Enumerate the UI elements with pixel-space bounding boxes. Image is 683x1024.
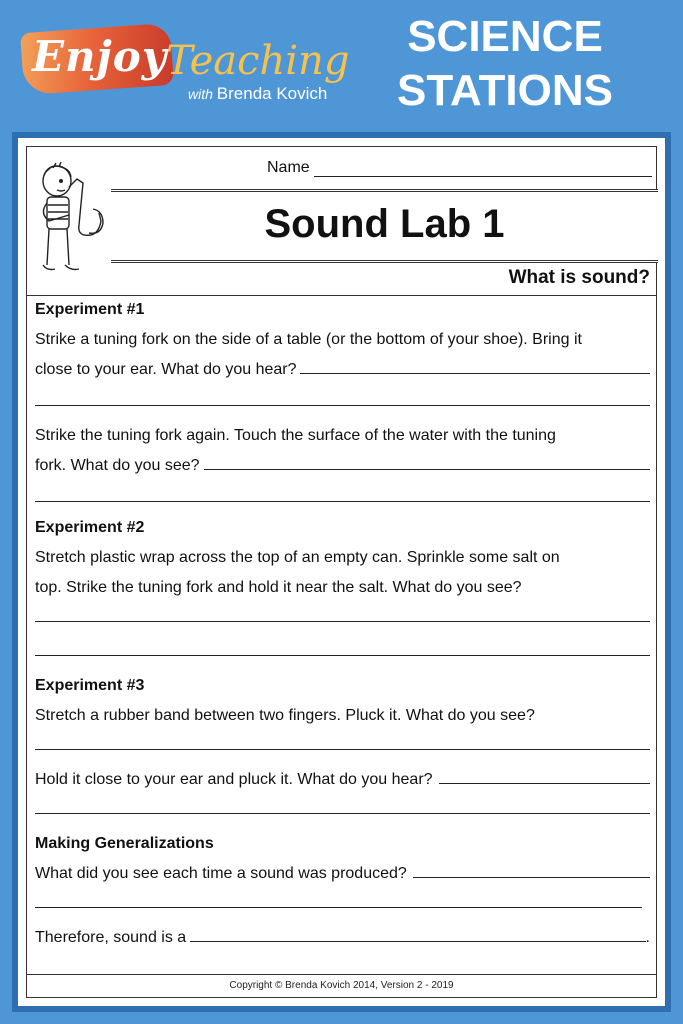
exp1-q1-line2: close to your ear. What do you hear? [35, 361, 297, 378]
exp3-q2-row [35, 765, 650, 795]
gen-q1-answer[interactable] [413, 859, 650, 878]
logo-author: Brenda Kovich [216, 84, 328, 103]
exp1-q2-line1: Strike the tuning fork again. Touch the surface of the water with the tuning [35, 427, 556, 444]
generalizations-heading: Making Generalizations [35, 835, 214, 852]
exp3-q2: Hold it close to your ear and pluck it. What do you hear? [35, 771, 433, 788]
gen-q1-row [35, 859, 650, 889]
worksheet-inner [26, 146, 657, 998]
exp2-q-line1: Stretch plastic wrap across the top of an empty can. Sprinkle some salt on [35, 549, 560, 566]
gen-q2-row [35, 923, 650, 953]
exp1-q2-answer-line[interactable] [35, 501, 650, 502]
exp1-q1-line1: Strike a tuning fork on the side of a table (or the bottom of your shoe). Bring it [35, 331, 582, 348]
exp3-q1: Stretch a rubber band between two fingers. Pluck it. What do you see? [35, 707, 535, 724]
exp1-q1-answer-line[interactable] [35, 405, 650, 406]
exp2-q-line2: top. Strike the tuning fork and hold it near the salt. What do you see? [35, 579, 522, 596]
exp3-q2-answer[interactable] [439, 765, 650, 784]
exp2-answer-line-2[interactable] [35, 655, 650, 656]
experiment-3-heading: Experiment #3 [35, 677, 145, 694]
exp1-q2-answer[interactable] [204, 451, 650, 470]
exp1-q1-answer[interactable] [300, 355, 650, 374]
page-title: Sound Lab 1 [264, 202, 505, 246]
subtitle: What is sound? [508, 267, 650, 288]
gen-q2-end: . [645, 929, 650, 946]
brand-logo [18, 18, 350, 118]
exp1-q1-line2-row [35, 355, 650, 385]
name-row [267, 159, 652, 177]
exp1-q2-line2: fork. What do you see? [35, 457, 200, 474]
exp3-q2-answer-line[interactable] [35, 813, 650, 814]
exp2-answer-line-1[interactable] [35, 621, 650, 622]
name-label: Name [267, 159, 310, 176]
header-title [355, 10, 655, 118]
exp1-q2-line2-row [35, 451, 650, 481]
gen-q1-answer-line[interactable] [35, 907, 642, 908]
logo-byline [188, 84, 327, 104]
experiment-1-heading: Experiment #1 [35, 301, 145, 318]
gen-q2: Therefore, sound is a [35, 929, 187, 946]
experiment-2-heading: Experiment #2 [35, 519, 145, 536]
saxophone-player-illustration [35, 157, 115, 297]
logo-enjoy: Enjoy [32, 32, 168, 81]
logo-teaching: Teaching [166, 38, 350, 84]
exp3-q1-answer-line[interactable] [35, 749, 650, 750]
header-divider [27, 295, 656, 296]
copyright-footer: Copyright © Brenda Kovich 2014, Version 2 - 2019 [27, 974, 656, 997]
worksheet [12, 132, 671, 1012]
header-line-1: SCIENCE [407, 12, 603, 61]
gen-q2-answer[interactable] [190, 923, 645, 942]
header-line-2: STATIONS [397, 66, 613, 115]
name-field[interactable] [314, 160, 652, 177]
gen-q1: What did you see each time a sound was produced? [35, 865, 407, 882]
logo-with: with [188, 86, 213, 102]
title-banner [111, 189, 658, 263]
